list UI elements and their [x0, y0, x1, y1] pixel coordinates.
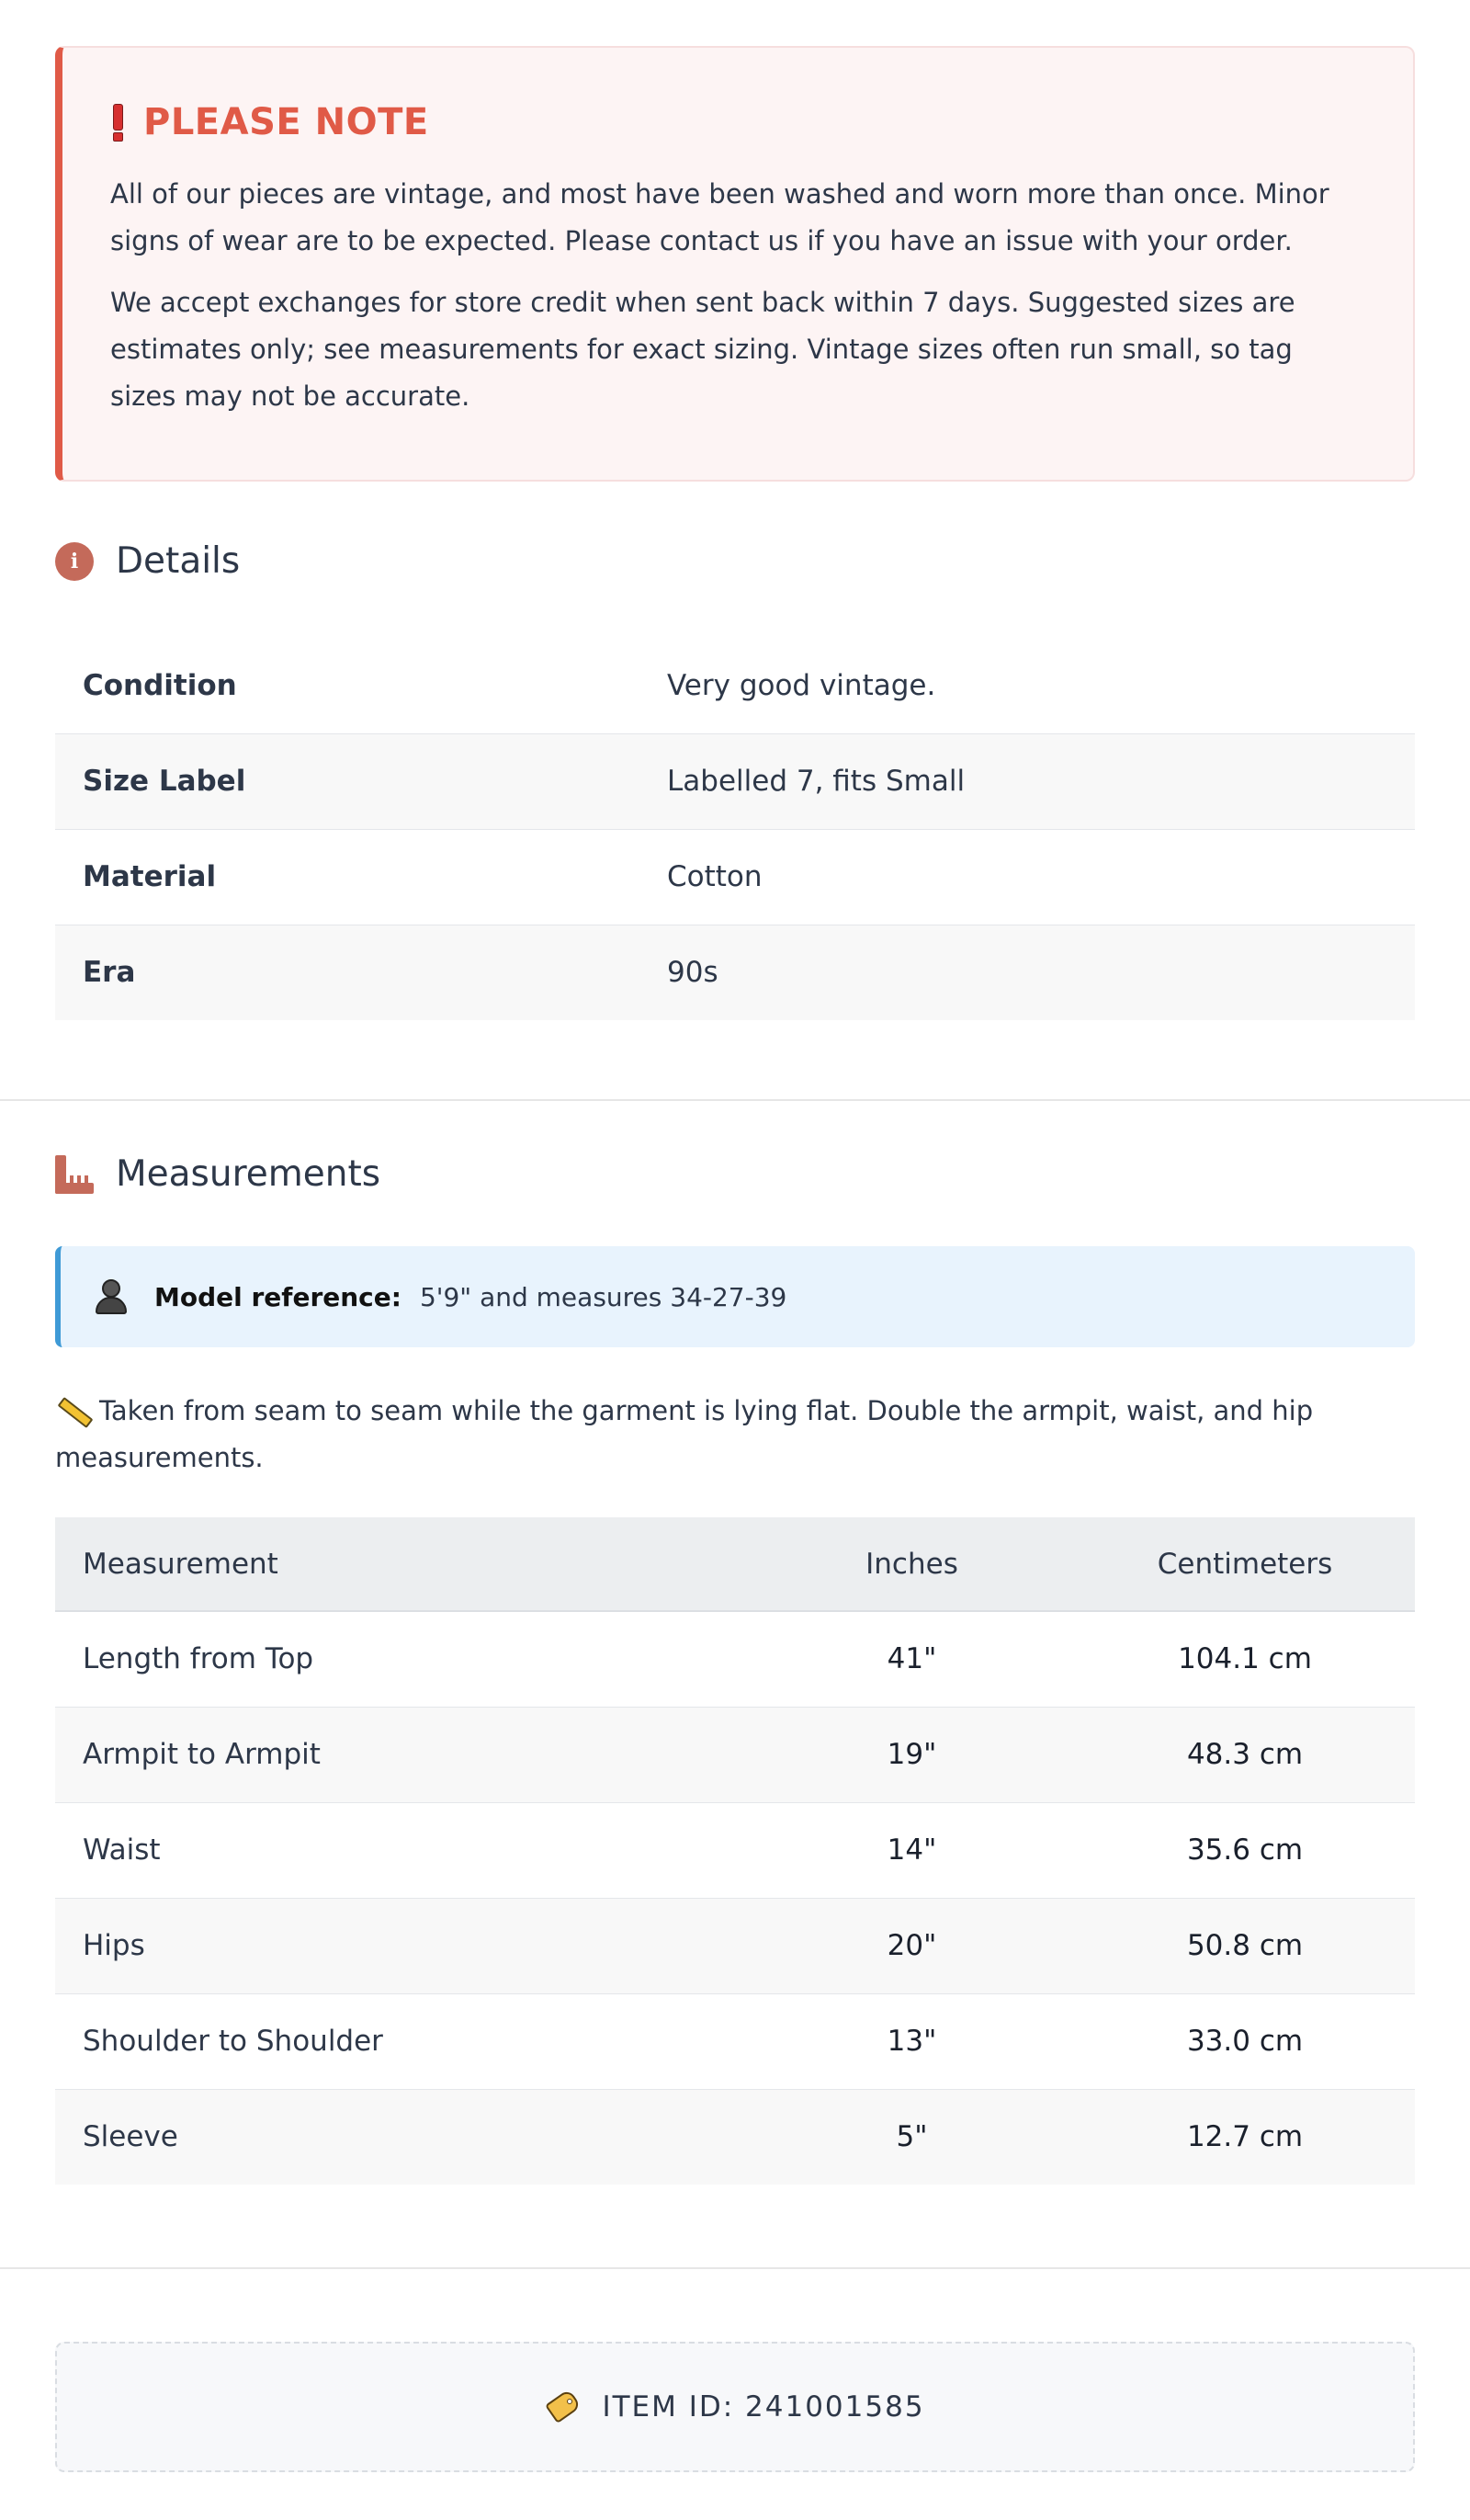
- details-title: Details: [116, 540, 241, 582]
- measurement-note-text: Taken from seam to seam while the garment is lying flat. Double the armpit, waist, and hip measurements.: [55, 1395, 1314, 1473]
- details-header: [55, 540, 240, 582]
- measurement-cm: 33.0 cm: [1075, 1993, 1415, 2089]
- measurement-name: Waist: [55, 1802, 749, 1898]
- item-id-box: [55, 2342, 1415, 2472]
- measurement-inches: 14": [749, 1802, 1075, 1898]
- detail-label: Size Label: [55, 733, 667, 829]
- measurement-name: Armpit to Armpit: [55, 1707, 749, 1802]
- exclamation-icon: [110, 104, 123, 141]
- measurement-note: [55, 1388, 1415, 1481]
- measurement-cm: 104.1 cm: [1075, 1611, 1415, 1707]
- measurement-inches: 19": [749, 1707, 1075, 1802]
- notice-title: PLEASE NOTE: [143, 101, 429, 143]
- detail-label: Era: [55, 925, 667, 1020]
- measurement-inches: 20": [749, 1898, 1075, 1993]
- measurement-cm: 12.7 cm: [1075, 2089, 1415, 2185]
- measurement-name: Shoulder to Shoulder: [55, 1993, 749, 2089]
- table-row: [55, 1993, 1415, 2089]
- measurement-name: Sleeve: [55, 2089, 749, 2185]
- table-row: [55, 1611, 1415, 1707]
- column-header-inches: Inches: [749, 1517, 1075, 1611]
- details-table: [55, 638, 1415, 1020]
- model-reference-label: Model reference:: [154, 1281, 401, 1312]
- measurements-title: Measurements: [116, 1153, 381, 1195]
- measurement-name: Hips: [55, 1898, 749, 1993]
- person-icon: [96, 1279, 127, 1314]
- measurement-inches: 5": [749, 2089, 1075, 2185]
- measurements-table: [55, 1517, 1415, 2185]
- ruler-icon: [55, 1155, 94, 1194]
- section-divider: [0, 1099, 1470, 1101]
- detail-label: Material: [55, 829, 667, 925]
- table-row: [55, 733, 1415, 829]
- table-row: [55, 638, 1415, 733]
- table-header-row: [55, 1517, 1415, 1611]
- notice-paragraph-1: All of our pieces are vintage, and most have been washed and worn more than once. Minor signs of wear are to be expected. Please contact us if you have an issue with your order.: [110, 178, 1329, 256]
- info-icon: i: [55, 542, 94, 581]
- table-row: [55, 925, 1415, 1020]
- measurement-inches: 13": [749, 1993, 1075, 2089]
- detail-value: 90s: [667, 925, 1415, 1020]
- notice-title-row: [110, 101, 1365, 143]
- table-row: [55, 2089, 1415, 2185]
- measurement-cm: 48.3 cm: [1075, 1707, 1415, 1802]
- measurement-cm: 50.8 cm: [1075, 1898, 1415, 1993]
- detail-value: Labelled 7, fits Small: [667, 733, 1415, 829]
- section-divider: [0, 2267, 1470, 2269]
- measurement-inches: 41": [749, 1611, 1075, 1707]
- table-row: [55, 1707, 1415, 1802]
- please-note-box: [55, 46, 1415, 482]
- tag-icon: [545, 2391, 582, 2423]
- measurement-name: Length from Top: [55, 1611, 749, 1707]
- notice-paragraph-2: We accept exchanges for store credit when sent back within 7 days. Suggested sizes are estimates only; see measurements for exact sizing. Vintage sizes often run small, so tag sizes may not be accurate.: [110, 287, 1295, 412]
- table-row: [55, 1802, 1415, 1898]
- table-row: [55, 829, 1415, 925]
- pencil-icon: [55, 1396, 90, 1424]
- measurement-cm: 35.6 cm: [1075, 1802, 1415, 1898]
- model-reference-box: [55, 1246, 1415, 1347]
- item-id-text: ITEM ID: 241001585: [602, 2390, 925, 2424]
- detail-label: Condition: [55, 638, 667, 733]
- detail-value: Cotton: [667, 829, 1415, 925]
- model-reference-value: 5'9" and measures 34-27-39: [419, 1281, 787, 1312]
- column-header-measurement: Measurement: [55, 1517, 749, 1611]
- measurements-header: [55, 1153, 380, 1195]
- table-row: [55, 1898, 1415, 1993]
- detail-value: Very good vintage.: [667, 638, 1415, 733]
- column-header-centimeters: Centimeters: [1075, 1517, 1415, 1611]
